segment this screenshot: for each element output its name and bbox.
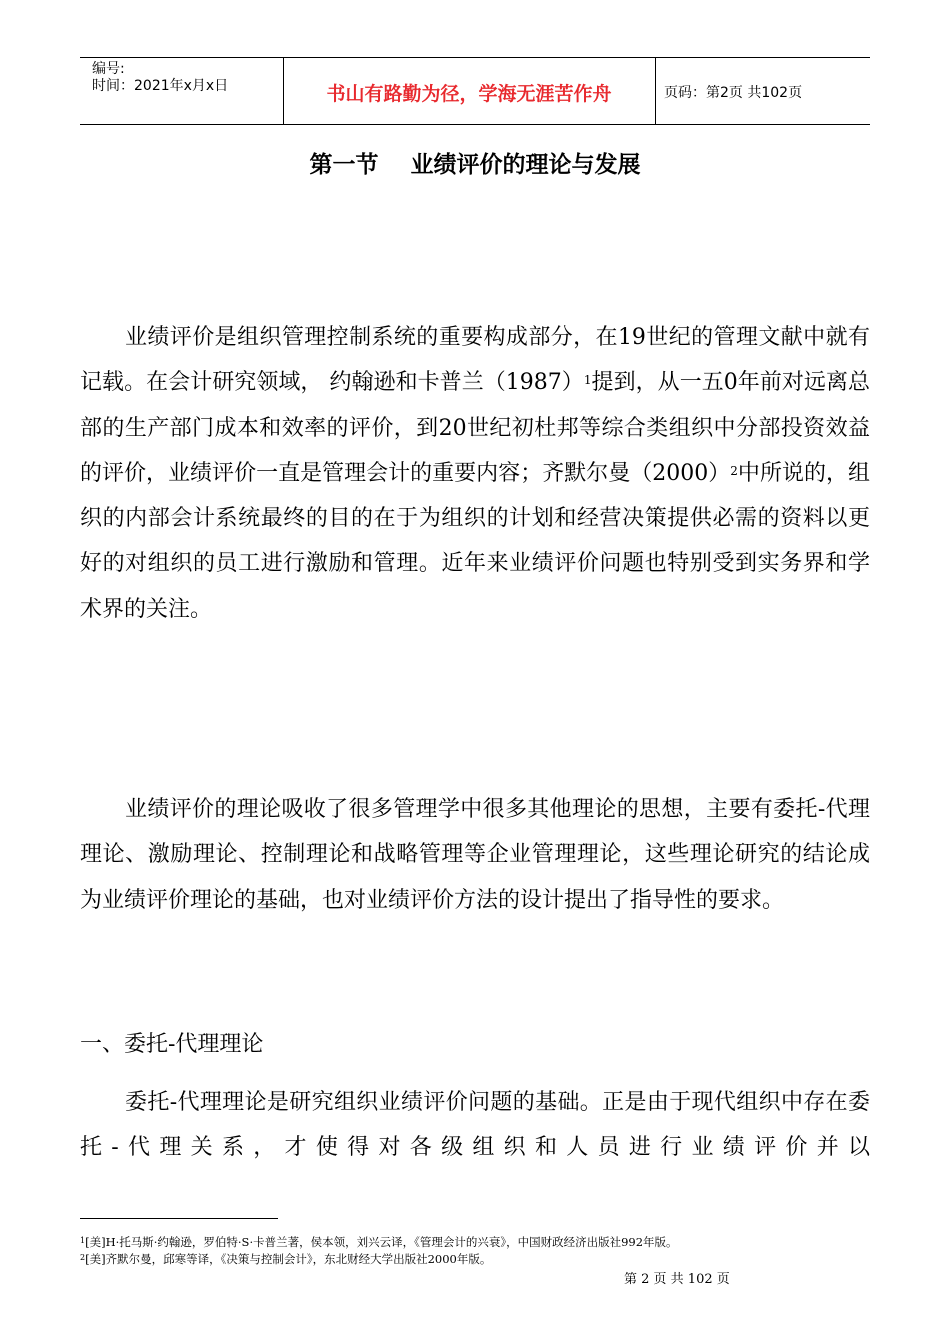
section-title: 第一节 业绩评价的理论与发展: [309, 152, 641, 178]
paragraph-2: 业绩评价的理论吸收了很多管理学中很多其他理论的思想，主要有委托-代理理论、激励理论、控制理论和战略管理等企业管理理论，这些理论研究的结论成为业绩评价理论的基础，也对业绩评价方法的设计提出了指导性的要求。: [80, 797, 870, 913]
header-divider-right: [655, 58, 656, 124]
header-meta: [92, 61, 228, 95]
footnote-2-text: [美]齐默尔曼，邱寒等译，《决策与控制会计》，东北财经大学出版社2000年版。: [85, 1252, 492, 1266]
paragraph-1-text-b: 提到，从一五0年前对远离总部的生产部门成本和效率的评价，到20世纪初杜邦等综合类组织中分部投资效益的评价，业绩评价一直是管理会计的重要内容；齐默尔曼（2000）: [80, 370, 871, 486]
footnote-separator: [80, 1218, 278, 1219]
page-footer: 第 2 页 共 102 页: [624, 1272, 730, 1287]
footnote-1-mark: 1: [80, 1236, 86, 1245]
footnote-1: [80, 1234, 678, 1250]
header-motto: 书山有路勤为径，学海无涯苦作舟: [326, 83, 612, 105]
paragraph-1-text-a: 业绩评价是组织管理控制系统的重要构成部分，在19世纪的管理文献中就有记载。在会计研究领域， 约翰逊和卡普兰（1987）: [80, 325, 870, 396]
footnote-2-mark: 2: [80, 1253, 86, 1262]
footnote-ref-1: 1: [583, 373, 592, 388]
document-number-label: 编号:: [92, 61, 125, 77]
footnote-1-text: [美]H·托马斯·约翰逊，罗伯特·S·卡普兰著，侯本领，刘兴云译，《管理会计的兴衰》，中国财政经济出版社992年版。: [85, 1235, 678, 1249]
footnote-ref-2: 2: [730, 463, 738, 478]
footnote-2: [80, 1251, 491, 1267]
header-top-rule: [80, 57, 870, 58]
header-page-info: 页码：第2页 共102页: [664, 85, 803, 101]
paragraph-1-text-c: 中所说的，组织的内部会计系统最终的目的在于为组织的计划和经营决策提供必需的资料以更好的对组织的员工进行激励和管理。近年来业绩评价问题也特别受到实务界和学术界的关注。: [80, 460, 870, 622]
paragraph-3: 委托-代理理论是研究组织业绩评价问题的基础。正是由于现代组织中存在委托-代理关系，才使得对各级组织和人员进行业绩评价并以: [80, 1090, 870, 1161]
paragraph-1: [80, 315, 870, 632]
document-time-label: 时间：2021年x月x日: [92, 78, 229, 94]
header-bottom-rule: [80, 124, 870, 125]
subsection-heading: 一、委托-代理理论: [80, 1032, 264, 1057]
